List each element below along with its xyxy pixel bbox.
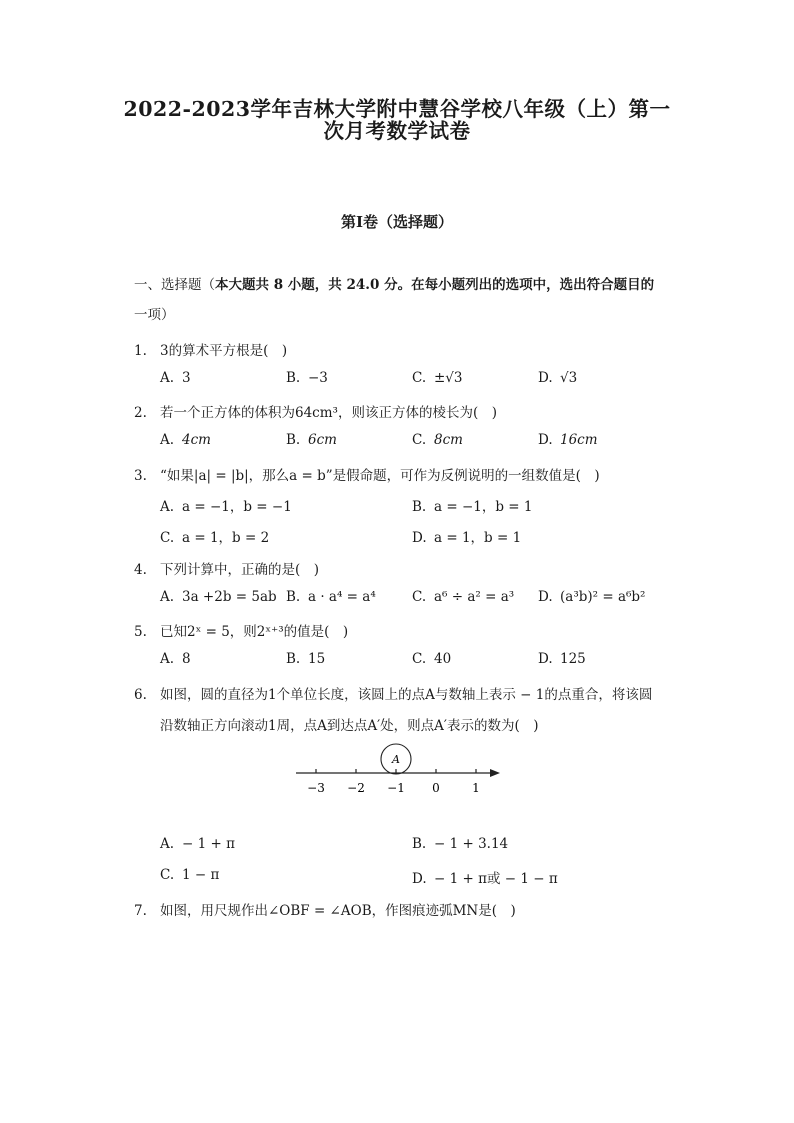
option-label: A. — [160, 589, 175, 605]
question-number: 3. — [134, 468, 147, 484]
q6-option-c[interactable] — [160, 867, 219, 883]
q5-option-c[interactable] — [412, 651, 451, 667]
section-lead: 一、选择题（ — [134, 277, 215, 293]
q3-option-a[interactable] — [160, 495, 292, 515]
option-text: (a³b)² = a⁶b² — [560, 589, 646, 605]
option-label: B. — [286, 589, 301, 605]
question-2 — [134, 401, 497, 421]
question-number: 7. — [134, 903, 147, 919]
question-5 — [134, 620, 348, 640]
option-text: ±√3 — [434, 370, 463, 386]
option-text: a⁶ ÷ a² = a³ — [434, 589, 515, 605]
section-bold: 本大题共 8 小题，共 24.0 分。在每小题列出的选项中，选出符合题目的 — [215, 277, 655, 293]
option-text: 1 − π — [182, 867, 220, 883]
axis-arrow-icon — [490, 769, 500, 777]
question-7 — [134, 899, 516, 919]
question-number: 4. — [134, 562, 147, 578]
option-label: C. — [160, 530, 175, 546]
option-label: C. — [160, 867, 175, 883]
q2-option-c[interactable] — [412, 432, 463, 448]
q2-option-a[interactable] — [160, 432, 211, 448]
q4-option-b[interactable] — [286, 589, 376, 605]
option-text: 125 — [560, 651, 586, 667]
question-6-line2: 沿数轴正方向滚动1周，点A到达点A′处，则点A′表示的数为( ) — [160, 718, 539, 734]
question-number: 1. — [134, 343, 147, 359]
option-text: − 1 + 3.14 — [434, 836, 509, 852]
q3-option-c[interactable] — [160, 526, 269, 546]
q1-option-b[interactable] — [286, 370, 328, 386]
page-title-line2: 次月考数学试卷 — [323, 119, 471, 143]
option-label: D. — [412, 871, 427, 887]
option-label: A. — [160, 651, 175, 667]
option-text: a = −1，b = −1 — [182, 499, 292, 515]
option-label: D. — [538, 589, 553, 605]
option-text: 8cm — [434, 432, 463, 448]
option-label: D. — [412, 530, 427, 546]
point-a-label: A — [392, 753, 400, 766]
question-4 — [134, 558, 319, 578]
option-label: A. — [160, 836, 175, 852]
tick-label: −3 — [307, 781, 325, 795]
option-label: A. — [160, 499, 175, 515]
volume-heading: 第Ⅰ卷（选择题） — [340, 213, 454, 231]
q6-option-d[interactable] — [412, 867, 558, 887]
q2-option-b[interactable] — [286, 432, 337, 448]
number-line-figure — [290, 740, 510, 800]
question-stem: 若一个正方体的体积为64cm³，则该正方体的棱长为( ) — [160, 405, 497, 421]
question-number: 6. — [134, 687, 147, 703]
option-text: 3a +2b = 5ab — [182, 589, 277, 605]
option-label: C. — [412, 651, 427, 667]
q4-option-c[interactable] — [412, 589, 514, 605]
question-stem: “如果|a| = |b|，那么a = b”是假命题，可作为反例说明的一组数值是( ) — [160, 468, 600, 484]
option-text: 3 — [182, 370, 191, 386]
option-text: a · a⁴ = a⁴ — [308, 589, 376, 605]
question-1 — [134, 339, 287, 359]
section-instructions — [134, 270, 664, 330]
q6-option-a[interactable] — [160, 836, 235, 852]
option-text: 16cm — [560, 432, 598, 448]
option-text: 8 — [182, 651, 191, 667]
option-label: D. — [538, 370, 553, 386]
question-stem: 已知2ˣ = 5，则2ˣ⁺³的值是( ) — [160, 624, 349, 640]
q2-option-d[interactable] — [538, 432, 598, 448]
option-text: √3 — [560, 370, 578, 386]
q3-option-d[interactable] — [412, 526, 521, 546]
question-number: 2. — [134, 405, 147, 421]
option-text: − 1 + π或 − 1 − π — [434, 871, 558, 887]
q1-option-d[interactable] — [538, 370, 577, 386]
q1-option-c[interactable] — [412, 370, 463, 386]
option-text: 6cm — [308, 432, 337, 448]
option-text: a = 1，b = 1 — [434, 530, 522, 546]
option-label: C. — [412, 370, 427, 386]
q5-option-a[interactable] — [160, 651, 191, 667]
question-3 — [134, 464, 600, 484]
q1-option-a[interactable] — [160, 370, 191, 386]
option-label: B. — [286, 432, 301, 448]
question-stem: 如图，用尺规作出∠OBF = ∠AOB，作图痕迹弧MN是( ) — [160, 903, 516, 919]
tick-label: −2 — [347, 781, 365, 795]
option-label: B. — [286, 651, 301, 667]
q4-option-a[interactable] — [160, 589, 277, 605]
section-tail: 一项） — [134, 307, 175, 323]
option-text: 15 — [308, 651, 326, 667]
page-title: 2022-2023学年吉林大学附中慧谷学校八年级（上）第一 — [123, 97, 671, 121]
question-stem: 下列计算中，正确的是( ) — [160, 562, 320, 578]
option-label: C. — [412, 589, 427, 605]
option-label: B. — [286, 370, 301, 386]
option-label: A. — [160, 370, 175, 386]
option-text: a = −1，b = 1 — [434, 499, 533, 515]
option-text: − 1 + π — [182, 836, 235, 852]
q5-option-b[interactable] — [286, 651, 325, 667]
q5-option-d[interactable] — [538, 651, 586, 667]
tick-label: 1 — [472, 781, 480, 795]
option-label: B. — [412, 836, 427, 852]
q6-option-b[interactable] — [412, 836, 508, 852]
question-stem: 3的算术平方根是( ) — [160, 343, 288, 359]
option-text: 4cm — [182, 432, 211, 448]
option-text: −3 — [308, 370, 328, 386]
q4-option-d[interactable] — [538, 589, 645, 605]
option-label: C. — [412, 432, 427, 448]
option-text: 40 — [434, 651, 452, 667]
q3-option-b[interactable] — [412, 495, 532, 515]
option-text: a = 1，b = 2 — [182, 530, 270, 546]
question-number: 5. — [134, 624, 147, 640]
option-label: B. — [412, 499, 427, 515]
question-stem: 如图，圆的直径为1个单位长度，该圆上的点A与数轴上表示 − 1的点重合，将该圆 — [160, 687, 653, 703]
question-6 — [134, 683, 652, 703]
option-label: A. — [160, 432, 175, 448]
option-label: D. — [538, 651, 553, 667]
option-label: D. — [538, 432, 553, 448]
tick-label: 0 — [432, 781, 440, 795]
tick-label: −1 — [387, 781, 405, 795]
